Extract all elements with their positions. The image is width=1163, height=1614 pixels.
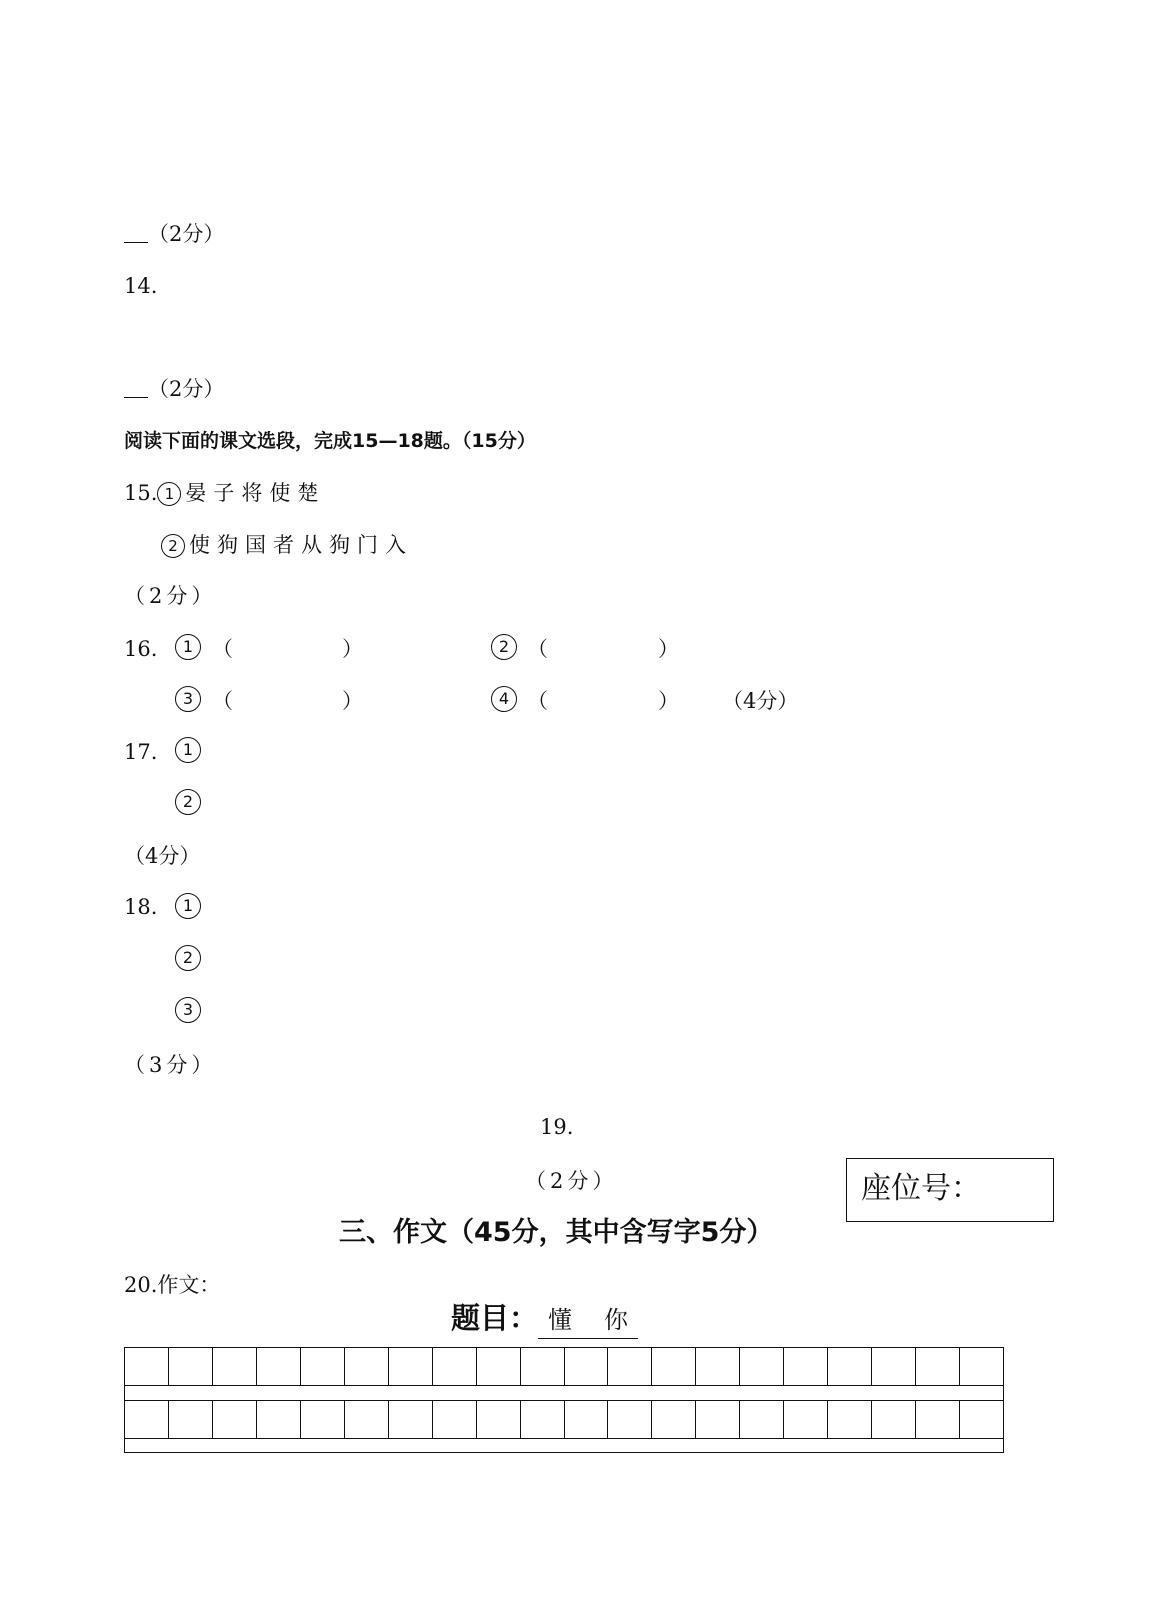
circled-number: 1 [175, 737, 201, 763]
grid-cell[interactable] [960, 1401, 1003, 1438]
q18-score: （3分） [124, 1053, 217, 1077]
grid-cell[interactable] [784, 1348, 828, 1385]
grid-spacer [124, 1386, 1004, 1400]
circled-number: 2 [175, 789, 201, 815]
seat-number-box[interactable] [846, 1158, 1054, 1222]
q14-score: （2分） [124, 376, 224, 402]
circled-number: 2 [161, 534, 185, 558]
q15-item-text: 晏子将使楚 [185, 481, 326, 505]
grid-cell[interactable] [740, 1401, 784, 1438]
q15-score: （2分） [124, 584, 217, 608]
grid-cell[interactable] [608, 1401, 652, 1438]
circled-number: 3 [175, 686, 201, 712]
grid-cell[interactable] [169, 1348, 213, 1385]
grid-cell[interactable] [784, 1401, 828, 1438]
grid-cell[interactable] [169, 1401, 213, 1438]
essay-title-word: 你 [604, 1306, 629, 1334]
grid-cell[interactable] [652, 1401, 696, 1438]
grid-cell[interactable] [213, 1348, 257, 1385]
grid-cell[interactable] [345, 1401, 389, 1438]
reading-instruction: 阅读下面的课文选段，完成15—18题。（15分） [124, 430, 536, 452]
circled-number: 4 [491, 686, 517, 712]
grid-cell[interactable] [828, 1401, 872, 1438]
grid-cell[interactable] [565, 1348, 609, 1385]
grid-cell[interactable] [696, 1401, 740, 1438]
grid-cell[interactable] [828, 1348, 872, 1385]
grid-cell[interactable] [916, 1401, 960, 1438]
grid-cell[interactable] [521, 1401, 565, 1438]
grid-cell[interactable] [652, 1348, 696, 1385]
grid-cell[interactable] [608, 1348, 652, 1385]
circled-number: 1 [175, 634, 201, 660]
grid-cell[interactable] [477, 1401, 521, 1438]
grid-cell[interactable] [960, 1348, 1003, 1385]
q15-number: 15. [124, 481, 158, 505]
q16-paren-close: ） [342, 689, 363, 713]
essay-title-blank[interactable] [538, 1302, 638, 1339]
grid-cell[interactable] [433, 1401, 477, 1438]
circled-number: 1 [175, 893, 201, 919]
q13-score: （2分） [124, 221, 224, 247]
circled-number: 2 [491, 634, 517, 660]
grid-cell[interactable] [389, 1401, 433, 1438]
circled-number: 2 [175, 945, 201, 971]
essay-section-heading: 三、作文（45分，其中含写字5分） [339, 1217, 774, 1248]
circled-number: 3 [175, 997, 201, 1023]
grid-cell[interactable] [740, 1348, 784, 1385]
grid-row [124, 1400, 1004, 1439]
q19-score: （2分） [525, 1169, 618, 1193]
seat-number-label: 座位号： [861, 1171, 981, 1206]
grid-row [124, 1347, 1004, 1386]
q15-line-2 [161, 532, 413, 558]
q15-item-text: 使狗国者从狗门入 [189, 533, 413, 557]
answer-blank[interactable] [124, 377, 148, 398]
grid-cell[interactable] [301, 1401, 345, 1438]
q17-number: 17. [124, 740, 158, 764]
q16-paren-open: （ [527, 689, 548, 713]
essay-title-label: 题目： [451, 1301, 539, 1335]
q19-number: 19. [540, 1115, 574, 1139]
grid-cell[interactable] [872, 1401, 916, 1438]
grid-cell[interactable] [696, 1348, 740, 1385]
grid-cell[interactable] [213, 1401, 257, 1438]
grid-cell[interactable] [521, 1348, 565, 1385]
grid-cell[interactable] [345, 1348, 389, 1385]
grid-cell[interactable] [872, 1348, 916, 1385]
grid-cell[interactable] [301, 1348, 345, 1385]
circled-number: 1 [157, 482, 181, 506]
q16-number: 16. [124, 637, 158, 661]
q16-paren-close: ） [342, 637, 363, 661]
grid-cell[interactable] [477, 1348, 521, 1385]
grid-spacer [124, 1439, 1004, 1453]
grid-cell[interactable] [125, 1401, 169, 1438]
q16-paren-close: ） [658, 637, 679, 661]
q16-paren-open: （ [212, 689, 233, 713]
q20-label: 20.作文： [124, 1273, 221, 1297]
grid-cell[interactable] [916, 1348, 960, 1385]
essay-title [451, 1300, 638, 1339]
q16-paren-close: ） [658, 689, 679, 713]
writing-grid[interactable] [124, 1347, 1004, 1453]
grid-cell[interactable] [257, 1401, 301, 1438]
q16-paren-open: （ [527, 637, 548, 661]
q17-score: （4分） [124, 844, 201, 868]
q15-line-1 [124, 480, 325, 506]
essay-title-word: 懂 [548, 1306, 573, 1334]
grid-cell[interactable] [433, 1348, 477, 1385]
grid-cell[interactable] [565, 1401, 609, 1438]
grid-cell[interactable] [125, 1348, 169, 1385]
q16-score: （4分） [722, 689, 799, 713]
answer-blank[interactable] [124, 222, 148, 243]
q14-number: 14. [124, 274, 158, 298]
q16-paren-open: （ [212, 637, 233, 661]
q18-number: 18. [124, 895, 158, 919]
grid-cell[interactable] [257, 1348, 301, 1385]
grid-cell[interactable] [389, 1348, 433, 1385]
